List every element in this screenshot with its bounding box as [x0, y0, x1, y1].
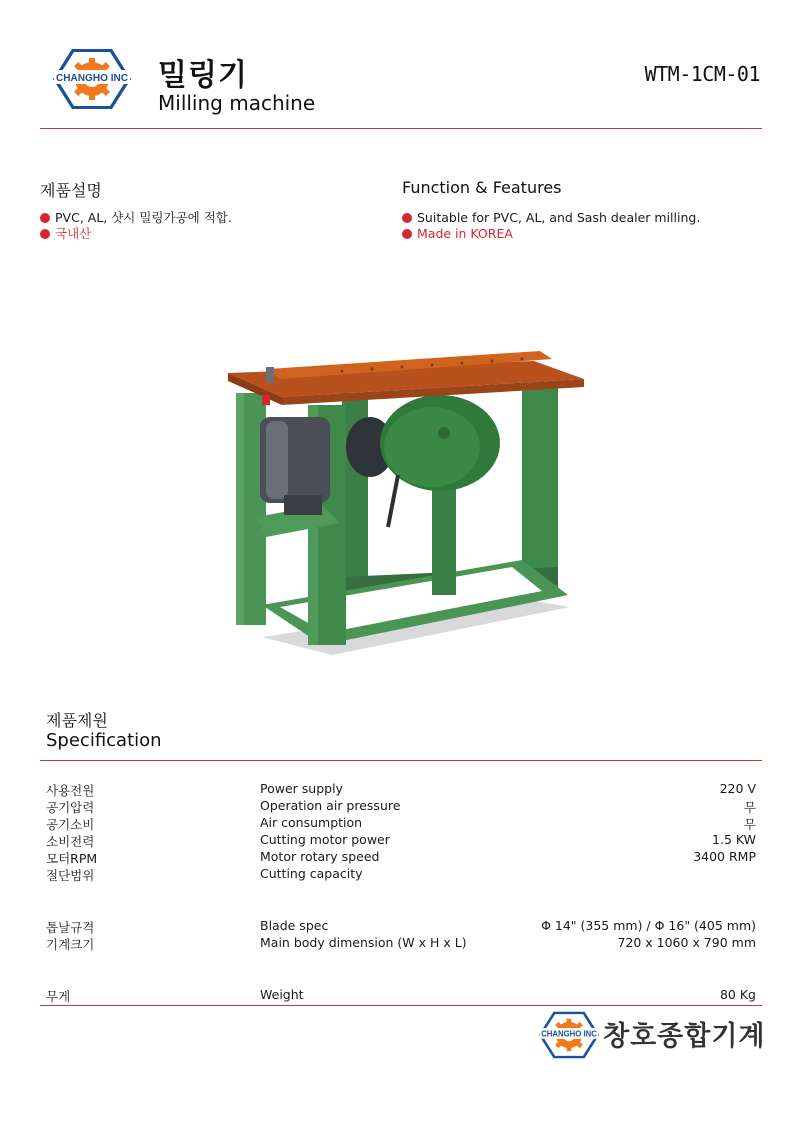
spec-row — [46, 866, 756, 883]
spec-label-english: Cutting motor power — [260, 832, 390, 847]
spec-label-korean: 사용전원 — [46, 783, 95, 798]
spec-value: 3400 RMP — [693, 849, 756, 864]
spec-label-korean: 무게 — [46, 989, 71, 1004]
spec-label-english: Power supply — [260, 781, 343, 796]
spec-heading-korean: 제품제원 — [46, 711, 108, 730]
company-name: 창호종합기계 — [603, 1021, 766, 1052]
feature-item — [40, 226, 232, 242]
spec-label-korean: 절단범위 — [46, 868, 95, 883]
spec-label-english: Main body dimension (W x H x L) — [260, 935, 467, 950]
bullet-icon — [402, 229, 412, 239]
footer-logo-text: CHANGHO INC — [541, 1029, 598, 1039]
spec-heading-english: Specification — [46, 730, 162, 751]
feature-list-korean — [40, 210, 232, 242]
page-title-english: Milling machine — [158, 91, 316, 115]
spec-row — [46, 781, 756, 798]
spec-label-english: Blade spec — [260, 918, 329, 933]
feature-item — [402, 226, 700, 242]
spec-label-english: Weight — [260, 987, 304, 1002]
footer-logo — [538, 1010, 600, 1060]
spec-value: 무 — [743, 817, 756, 832]
model-number: WTM-1CM-01 — [644, 62, 760, 86]
spec-label-korean: 공기소비 — [46, 817, 95, 832]
spec-label-korean: 톱날규격 — [46, 920, 95, 935]
milling-machine-image — [222, 345, 584, 655]
spec-row — [46, 935, 756, 952]
feature-text: 국내산 — [55, 226, 92, 241]
description-heading-english: Function & Features — [402, 178, 562, 197]
spec-label-korean: 소비전력 — [46, 834, 95, 849]
spec-label-korean: 모터RPM — [46, 851, 98, 866]
spec-row — [46, 987, 756, 1004]
spec-value: 220 V — [719, 781, 756, 796]
spec-value: 80 Kg — [719, 987, 756, 1002]
bullet-icon — [40, 229, 50, 239]
spec-row — [46, 832, 756, 849]
spec-row — [46, 849, 756, 866]
feature-item — [40, 210, 232, 226]
spec-label-korean: 공기압력 — [46, 800, 95, 815]
spec-label-korean: 기계크기 — [46, 937, 95, 952]
spec-value: 720 x 1060 x 790 mm — [617, 935, 756, 950]
bullet-icon — [402, 213, 412, 223]
description-heading-korean: 제품설명 — [40, 181, 102, 200]
feature-item — [402, 210, 700, 226]
feature-list-english — [402, 210, 700, 242]
spec-label-english: Cutting capacity — [260, 866, 363, 881]
header-divider — [40, 128, 762, 129]
spec-row — [46, 798, 756, 815]
feature-text: PVC, AL, 샷시 밀링가공에 적합. — [55, 210, 232, 225]
spec-value: 1.5 KW — [712, 832, 756, 847]
logo-text: CHANGHO INC — [56, 72, 129, 84]
spec-divider-top — [40, 760, 762, 761]
feature-text: Suitable for PVC, AL, and Sash dealer milling. — [417, 210, 701, 225]
spec-value: Φ 14" (355 mm) / Φ 16" (405 mm) — [541, 918, 756, 933]
bullet-icon — [40, 213, 50, 223]
spec-value: 무 — [743, 800, 756, 815]
changho-logo — [52, 48, 132, 110]
spec-row — [46, 918, 756, 935]
spec-label-english: Motor rotary speed — [260, 849, 380, 864]
spec-row — [46, 815, 756, 832]
page-title-korean: 밀링기 — [158, 58, 248, 93]
spec-divider-bottom — [40, 1005, 762, 1006]
feature-text: Made in KOREA — [417, 226, 513, 241]
spec-label-english: Air consumption — [260, 815, 363, 830]
spec-label-english: Operation air pressure — [260, 798, 401, 813]
